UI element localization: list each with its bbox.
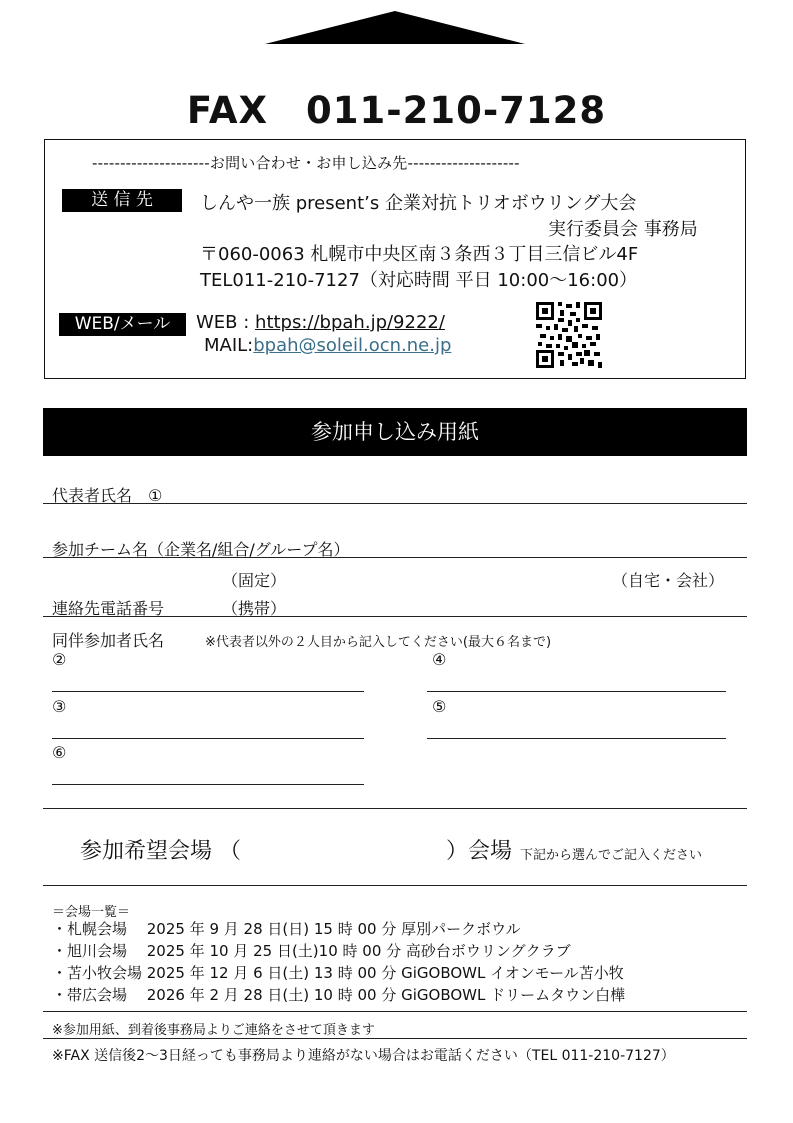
org-line2: 実行委員会 事務局 xyxy=(548,219,698,240)
team-line[interactable] xyxy=(43,557,747,558)
team-label: 参加チーム名（企業名/組合/グループ名） xyxy=(52,540,350,559)
slot-2-line[interactable] xyxy=(52,691,364,692)
notes-divider-1 xyxy=(43,1011,747,1012)
notes-divider-2 xyxy=(43,1038,747,1039)
phone-line[interactable] xyxy=(43,616,747,617)
section-divider xyxy=(43,808,747,809)
contact-heading: ---------------------お問い合わせ・お申し込み先-------------------- xyxy=(92,154,520,172)
phone-mobile-label: （携帯） xyxy=(222,599,287,618)
slot-4-line[interactable] xyxy=(427,691,726,692)
venue-item: ・旭川会場 2025 年 10 月 25 日(土)10 時 00 分 高砂台ボウリングクラブ xyxy=(52,942,571,960)
venue-suffix: ）会場 xyxy=(446,839,513,864)
slot-2: ② xyxy=(52,650,67,669)
fax-number: FAX 011-210-7128 xyxy=(186,89,607,132)
mail-line xyxy=(204,335,451,356)
form-title: 参加申し込み用紙 xyxy=(43,408,747,456)
web-mail-label: WEB/メール xyxy=(59,313,186,336)
web-link[interactable]: https://bpah.jp/9222/ xyxy=(255,312,445,333)
rep-name-line[interactable] xyxy=(43,503,747,504)
companions-label: 同伴参加者氏名 xyxy=(52,631,165,650)
up-arrow-icon xyxy=(264,10,526,46)
slot-6-line[interactable] xyxy=(52,784,364,785)
venue-list xyxy=(52,918,625,1006)
qr-code-icon xyxy=(536,302,602,368)
web-line xyxy=(196,312,445,333)
address: 〒060-0063 札幌市中央区南３条西３丁目三信ビル4F xyxy=(200,244,639,265)
send-to-label: 送 信 先 xyxy=(62,189,182,212)
phone-label: 連絡先電話番号 xyxy=(52,599,165,618)
tel: TEL011-210-7127（対応時間 平日 10:00～16:00） xyxy=(200,270,638,291)
slot-4: ④ xyxy=(432,650,447,669)
note-1: ※参加用紙、到着後事務局よりご連絡をさせて頂きます xyxy=(52,1023,375,1038)
venue-label: 参加希望会場 （ xyxy=(80,839,241,864)
venue-item: ・札幌会場 2025 年 9 月 28 日(日) 15 時 00 分 厚別パークボウル xyxy=(52,920,521,938)
venue-divider xyxy=(43,885,747,886)
slot-3-line[interactable] xyxy=(52,738,364,739)
org-line1: しんや一族 present’s 企業対抗トリオボウリング大会 xyxy=(200,193,637,214)
venue-item: ・帯広会場 2026 年 2 月 28 日(土) 10 時 00 分 GiGOBOWL ドリームタウン白樺 xyxy=(52,986,626,1004)
venue-list-heading: ＝会場一覧＝ xyxy=(52,905,131,920)
mail-prefix: MAIL: xyxy=(204,335,254,356)
mail-link[interactable]: bpah@soleil.ocn.ne.jp xyxy=(253,335,452,356)
venue-hint: 下記から選んでご記入ください xyxy=(520,848,703,863)
venue-item: ・苫小牧会場 2025 年 12 月 6 日(土) 13 時 00 分 GiGOBOWL イオンモール苫小牧 xyxy=(52,964,624,982)
note-2: ※FAX 送信後2～3日経っても事務局より連絡がない場合はお電話ください（TEL 011-210-7127） xyxy=(52,1048,675,1064)
phone-fixed-label: （固定） xyxy=(222,571,287,590)
companions-note: ※代表者以外の２人目から記入してください(最大６名まで) xyxy=(205,635,552,650)
slot-5: ⑤ xyxy=(432,697,447,716)
web-prefix: WEB : xyxy=(196,312,256,333)
slot-6: ⑥ xyxy=(52,743,67,762)
slot-5-line[interactable] xyxy=(427,738,726,739)
rep-name-label: 代表者氏名 ① xyxy=(52,486,163,505)
phone-home-label: （自宅・会社） xyxy=(612,571,725,590)
slot-3: ③ xyxy=(52,697,67,716)
